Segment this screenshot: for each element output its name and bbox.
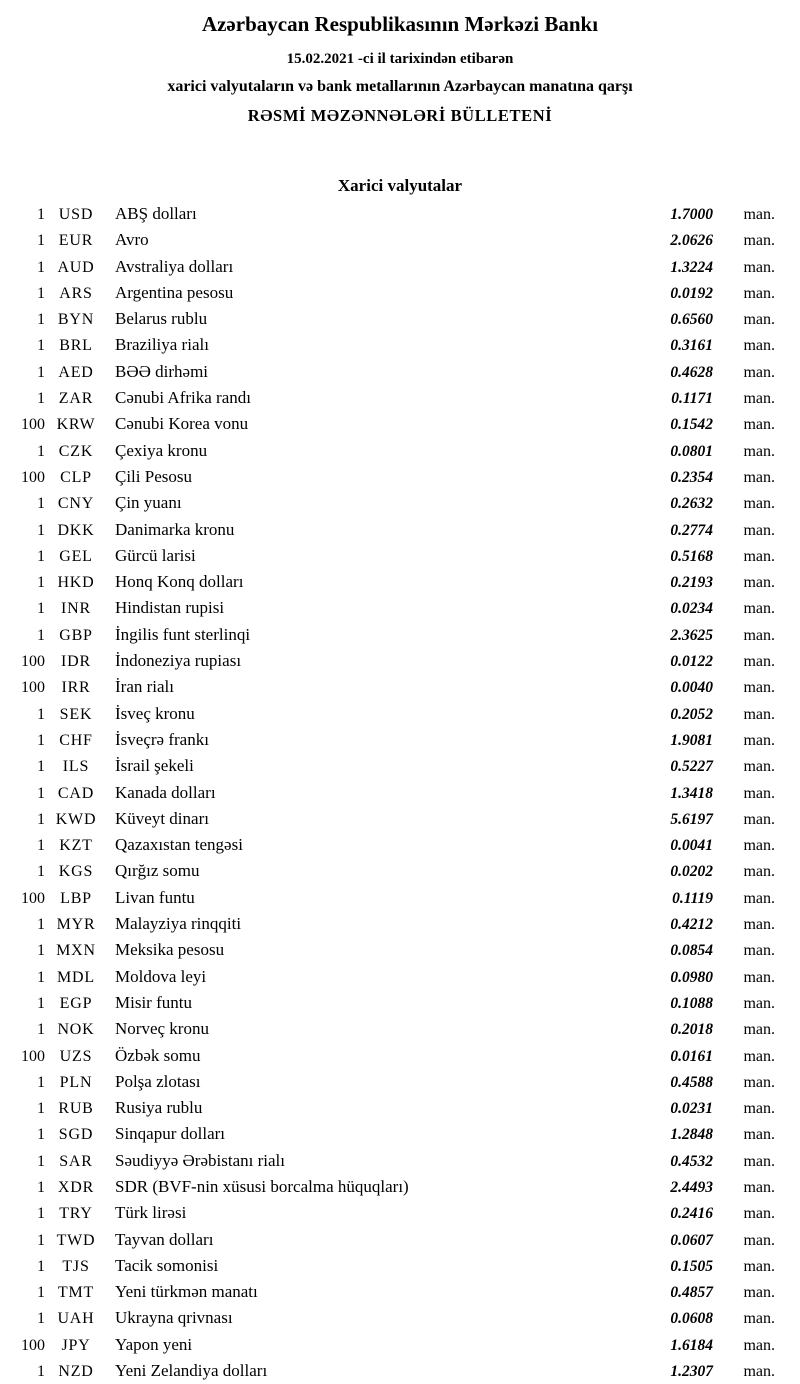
- row-quantity: 100: [21, 1047, 45, 1065]
- unit-label: man.: [743, 1310, 775, 1328]
- rate-row: [0, 490, 800, 516]
- unit-label: man.: [743, 311, 775, 329]
- currency-code: AUD: [57, 258, 95, 276]
- unit-label: man.: [743, 363, 775, 381]
- currency-name: Meksika pesosu: [115, 940, 225, 960]
- rate-row: [0, 359, 800, 385]
- row-quantity: 1: [37, 810, 45, 828]
- row-quantity: 1: [37, 1363, 45, 1381]
- currency-code: CZK: [58, 442, 94, 460]
- currency-code: ARS: [59, 284, 93, 302]
- exchange-rate: 2.4493: [670, 1178, 713, 1196]
- currency-name: Yapon yeni: [115, 1334, 193, 1354]
- currency-code: DKK: [57, 521, 95, 539]
- row-quantity: 1: [37, 495, 45, 513]
- rate-row: [0, 306, 800, 332]
- unit-label: man.: [743, 495, 775, 513]
- row-quantity: 1: [37, 206, 45, 223]
- currency-code: KRW: [56, 416, 96, 434]
- currency-code: ILS: [62, 758, 90, 776]
- scope-line: xarici valyutaların və bank metallarının Azərbaycan manatına qarşı: [167, 78, 633, 95]
- currency-code: CHF: [59, 731, 93, 749]
- unit-label: man.: [743, 337, 775, 355]
- currency-name: SDR (BVF-nin xüsusi borcalma hüquqları): [115, 1176, 409, 1196]
- row-quantity: 100: [21, 889, 45, 907]
- unit-label: man.: [743, 653, 775, 671]
- unit-label: man.: [743, 416, 775, 434]
- exchange-rate: 0.0801: [670, 442, 713, 460]
- rate-row: [0, 1358, 800, 1384]
- currency-code: EUR: [58, 232, 94, 250]
- currency-code: IDR: [61, 653, 91, 671]
- currency-name: Tayvan dolları: [115, 1229, 214, 1249]
- unit-label: man.: [743, 574, 775, 592]
- row-quantity: 1: [37, 363, 45, 381]
- unit-label: man.: [743, 1205, 775, 1223]
- exchange-rate: 0.0122: [670, 653, 713, 671]
- unit-label: man.: [743, 1126, 775, 1144]
- currency-code: INR: [61, 600, 91, 618]
- currency-name: Malayziya rinqqiti: [115, 914, 242, 934]
- rate-row: [0, 543, 800, 569]
- rate-row: [0, 517, 800, 543]
- rate-row: [0, 911, 800, 937]
- currency-code: TWD: [56, 1231, 96, 1249]
- exchange-rate: 1.2307: [670, 1363, 713, 1381]
- rate-row: [0, 1069, 800, 1095]
- currency-name: Türk lirəsi: [115, 1203, 187, 1223]
- unit-label: man.: [743, 232, 775, 250]
- row-quantity: 1: [37, 600, 45, 618]
- unit-label: man.: [743, 837, 775, 855]
- currency-code: KZT: [59, 837, 93, 855]
- row-quantity: 100: [21, 679, 45, 697]
- effective-date-line: 15.02.2021 -ci il tarixindən etibarən: [286, 51, 514, 67]
- exchange-rate: 0.5227: [670, 758, 713, 776]
- exchange-rate: 0.0234: [670, 600, 713, 618]
- rate-row: [0, 674, 800, 700]
- rate-row: [0, 858, 800, 884]
- currency-code: RUB: [58, 1100, 94, 1118]
- row-quantity: 1: [37, 284, 45, 302]
- currency-code: UAH: [57, 1310, 95, 1328]
- currency-code: SAR: [59, 1152, 93, 1170]
- unit-label: man.: [743, 1178, 775, 1196]
- currency-name: Çin yuanı: [115, 493, 182, 513]
- currency-code: XDR: [57, 1178, 95, 1196]
- rate-row: [0, 780, 800, 806]
- rate-row: [0, 201, 800, 227]
- row-quantity: 1: [37, 574, 45, 592]
- currency-name: Braziliya rialı: [115, 335, 209, 355]
- exchange-rate: 0.2354: [670, 468, 713, 486]
- rate-row: [0, 254, 800, 280]
- currency-code: IRR: [61, 679, 91, 697]
- document-title: Azərbaycan Respublikasının Mərkəzi Bankı: [201, 12, 599, 36]
- unit-label: man.: [743, 547, 775, 565]
- unit-label: man.: [743, 1073, 775, 1091]
- rate-row: [0, 701, 800, 727]
- unit-label: man.: [743, 916, 775, 934]
- exchange-rate: 0.2193: [670, 574, 713, 592]
- unit-label: man.: [743, 442, 775, 460]
- currency-name: İndoneziya rupiası: [115, 651, 242, 671]
- currency-code: SEK: [59, 705, 93, 723]
- currency-code: PLN: [59, 1073, 93, 1091]
- currency-code: CNY: [57, 495, 95, 513]
- rate-row: [0, 595, 800, 621]
- row-quantity: 100: [21, 416, 45, 434]
- currency-code: EGP: [59, 994, 93, 1012]
- currency-name: Yeni türkmən manatı: [115, 1282, 258, 1302]
- unit-label: man.: [743, 1231, 775, 1249]
- rates-list: [0, 201, 800, 1384]
- unit-label: man.: [743, 784, 775, 802]
- currency-name: Danimarka kronu: [115, 519, 235, 539]
- currency-name: Misir funtu: [115, 992, 192, 1012]
- rate-row: [0, 385, 800, 411]
- exchange-rate: 1.9081: [670, 731, 713, 749]
- unit-label: man.: [743, 1100, 775, 1118]
- currency-code: KGS: [58, 863, 94, 881]
- row-quantity: 100: [21, 1336, 45, 1354]
- exchange-rate: 0.1171: [671, 390, 713, 408]
- currency-name: Qırğız somu: [115, 861, 200, 881]
- currency-name: Çili Pesosu: [115, 466, 192, 486]
- bulletin-name-line: RƏSMİ MƏZƏNNƏLƏRİ BÜLLETENİ: [247, 106, 553, 125]
- currency-name: İsveçrə frankı: [115, 729, 209, 749]
- row-quantity: 1: [37, 837, 45, 855]
- rate-row: [0, 464, 800, 490]
- currency-name: Avro: [115, 230, 149, 250]
- exchange-rate: 0.5168: [670, 547, 713, 565]
- row-quantity: 1: [37, 1073, 45, 1091]
- unit-label: man.: [743, 1336, 775, 1354]
- unit-label: man.: [743, 1284, 775, 1302]
- row-quantity: 1: [37, 626, 45, 644]
- row-quantity: 1: [37, 1310, 45, 1328]
- rate-row: [0, 227, 800, 253]
- currency-name: Avstraliya dolları: [115, 256, 234, 276]
- unit-label: man.: [743, 468, 775, 486]
- row-quantity: 1: [37, 1021, 45, 1039]
- currency-name: Moldova leyi: [115, 966, 207, 986]
- unit-label: man.: [743, 705, 775, 723]
- currency-code: SGD: [58, 1126, 94, 1144]
- row-quantity: 1: [37, 258, 45, 276]
- row-quantity: 1: [37, 1284, 45, 1302]
- row-quantity: 1: [37, 758, 45, 776]
- rate-row: [0, 648, 800, 674]
- rate-row: [0, 1148, 800, 1174]
- unit-label: man.: [743, 258, 775, 276]
- exchange-rate: 0.0040: [670, 679, 713, 697]
- row-quantity: 1: [37, 1231, 45, 1249]
- currency-code: BRL: [59, 337, 93, 355]
- currency-name: Özbək somu: [115, 1045, 201, 1065]
- row-quantity: 1: [37, 547, 45, 565]
- currency-code: LBP: [60, 889, 92, 907]
- currency-name: BƏƏ dirhəmi: [115, 361, 209, 381]
- currency-code: CAD: [57, 784, 95, 802]
- currency-name: Tacik somonisi: [115, 1255, 219, 1275]
- currency-code: MXN: [56, 942, 96, 960]
- unit-label: man.: [743, 521, 775, 539]
- unit-label: man.: [743, 1363, 775, 1381]
- rate-row: [0, 1121, 800, 1147]
- rate-row: [0, 1095, 800, 1121]
- exchange-rate: 1.6184: [670, 1336, 713, 1354]
- currency-name: İran rialı: [115, 677, 174, 697]
- currency-name: Honq Konq dolları: [115, 572, 244, 592]
- currency-name: Cənubi Afrika randı: [115, 388, 251, 408]
- currency-name: İsrail şekeli: [115, 756, 194, 776]
- exchange-rate: 1.7000: [670, 206, 713, 223]
- exchange-rate: 0.0041: [670, 837, 713, 855]
- exchange-rate: 0.0161: [670, 1047, 713, 1065]
- currency-code: ZAR: [58, 390, 94, 408]
- rate-row: [0, 727, 800, 753]
- currency-code: NZD: [58, 1363, 94, 1381]
- unit-label: man.: [743, 284, 775, 302]
- exchange-rate: 0.2052: [670, 705, 713, 723]
- unit-label: man.: [743, 942, 775, 960]
- unit-label: man.: [743, 626, 775, 644]
- row-quantity: 1: [37, 968, 45, 986]
- exchange-rate: 0.2632: [670, 495, 713, 513]
- currency-name: Ukrayna qrivnası: [115, 1308, 233, 1328]
- currency-name: Kanada dolları: [115, 782, 216, 802]
- currency-code: GEL: [59, 547, 93, 565]
- currency-name: Cənubi Korea vonu: [115, 414, 249, 434]
- currency-code: NOK: [57, 1021, 95, 1039]
- row-quantity: 1: [37, 337, 45, 355]
- row-quantity: 1: [37, 442, 45, 460]
- currency-name: Küveyt dinarı: [115, 808, 209, 828]
- unit-label: man.: [743, 810, 775, 828]
- row-quantity: 100: [21, 468, 45, 486]
- rate-row: [0, 832, 800, 858]
- row-quantity: 1: [37, 731, 45, 749]
- currency-name: Yeni Zelandiya dolları: [115, 1361, 268, 1381]
- unit-label: man.: [743, 968, 775, 986]
- currency-name: Gürcü larisi: [115, 545, 196, 565]
- rate-row: [0, 1227, 800, 1253]
- currency-name: Polşa zlotası: [115, 1071, 201, 1091]
- exchange-rate: 5.6197: [670, 810, 713, 828]
- exchange-rate: 0.0854: [670, 942, 713, 960]
- row-quantity: 1: [37, 311, 45, 329]
- rate-row: [0, 280, 800, 306]
- unit-label: man.: [743, 1257, 775, 1275]
- rate-row: [0, 569, 800, 595]
- unit-label: man.: [743, 889, 775, 907]
- row-quantity: 1: [37, 1178, 45, 1196]
- exchange-rate: 0.3161: [670, 337, 713, 355]
- exchange-rate: 0.2018: [670, 1021, 713, 1039]
- exchange-rate: 0.2774: [670, 521, 713, 539]
- currency-code: UZS: [59, 1047, 93, 1065]
- currency-name: Çexiya kronu: [115, 440, 208, 460]
- row-quantity: 1: [37, 232, 45, 250]
- exchange-rate: 1.3224: [670, 258, 713, 276]
- currency-code: HKD: [57, 574, 95, 592]
- row-quantity: 1: [37, 1100, 45, 1118]
- currency-code: BYN: [57, 311, 95, 329]
- currency-name: Argentina pesosu: [115, 282, 234, 302]
- row-quantity: 1: [37, 1257, 45, 1275]
- currency-code: TMT: [57, 1284, 95, 1302]
- row-quantity: 1: [37, 1126, 45, 1144]
- unit-label: man.: [743, 863, 775, 881]
- exchange-rate: 0.1119: [672, 889, 713, 907]
- rate-row: [0, 622, 800, 648]
- currency-name: Hindistan rupisi: [115, 598, 225, 618]
- exchange-rate: 0.4588: [670, 1073, 713, 1091]
- unit-label: man.: [743, 758, 775, 776]
- currency-name: Qazaxıstan tengəsi: [115, 835, 243, 855]
- rate-row: [0, 1016, 800, 1042]
- currency-name: Səudiyyə Ərəbistanı rialı: [115, 1150, 285, 1170]
- row-quantity: 1: [37, 1152, 45, 1170]
- row-quantity: 1: [37, 863, 45, 881]
- rate-row: [0, 332, 800, 358]
- currency-code: KWD: [55, 810, 97, 828]
- currency-code: AED: [58, 363, 94, 381]
- row-quantity: 1: [37, 1205, 45, 1223]
- document-header: [0, 0, 800, 126]
- currency-name: ABŞ dolları: [115, 204, 197, 223]
- currency-name: Livan funtu: [115, 887, 195, 907]
- row-quantity: 1: [37, 390, 45, 408]
- rate-row: [0, 806, 800, 832]
- rate-row: [0, 885, 800, 911]
- exchange-rate: 0.4532: [670, 1152, 713, 1170]
- unit-label: man.: [743, 600, 775, 618]
- exchange-rate: 2.0626: [670, 232, 713, 250]
- row-quantity: 1: [37, 521, 45, 539]
- row-quantity: 1: [37, 705, 45, 723]
- exchange-rate: 1.2848: [670, 1126, 713, 1144]
- exchange-rate: 0.0608: [670, 1310, 713, 1328]
- currency-name: Sinqapur dolları: [115, 1124, 226, 1144]
- unit-label: man.: [743, 1021, 775, 1039]
- exchange-rate: 0.1505: [670, 1257, 713, 1275]
- exchange-rate: 1.3418: [670, 784, 713, 802]
- currency-name: Norveç kronu: [115, 1019, 209, 1039]
- rate-row: [0, 753, 800, 779]
- exchange-rate: 0.2416: [670, 1205, 713, 1223]
- currency-code: MYR: [56, 916, 96, 934]
- exchange-rate: 0.0607: [670, 1231, 713, 1249]
- exchange-rate: 0.0202: [670, 863, 713, 881]
- exchange-rate: 0.4857: [670, 1284, 713, 1302]
- currency-code: JPY: [61, 1336, 91, 1354]
- exchange-rate: 0.1542: [670, 416, 713, 434]
- row-quantity: 100: [21, 653, 45, 671]
- rate-row: [0, 1043, 800, 1069]
- rate-row: [0, 438, 800, 464]
- rate-row: [0, 1174, 800, 1200]
- rate-row: [0, 411, 800, 437]
- section-title-foreign-currencies: Xarici valyutalar: [337, 176, 463, 195]
- exchange-rate: 0.0980: [670, 968, 713, 986]
- unit-label: man.: [743, 1152, 775, 1170]
- rate-row: [0, 964, 800, 990]
- currency-name: Belarus rublu: [115, 309, 208, 329]
- exchange-rate: 0.0192: [670, 284, 713, 302]
- unit-label: man.: [743, 731, 775, 749]
- currency-code: CLP: [60, 468, 92, 486]
- exchange-rate: 0.0231: [670, 1100, 713, 1118]
- row-quantity: 1: [37, 916, 45, 934]
- currency-name: İsveç kronu: [115, 703, 195, 723]
- unit-label: man.: [743, 679, 775, 697]
- rate-row: [0, 1279, 800, 1305]
- exchange-rate: 0.1088: [670, 994, 713, 1012]
- exchange-rate: 0.4628: [670, 363, 713, 381]
- currency-name: İngilis funt sterlinqi: [115, 624, 251, 644]
- rate-row: [0, 1305, 800, 1331]
- rate-row: [0, 1253, 800, 1279]
- rate-row: [0, 937, 800, 963]
- row-quantity: 1: [37, 784, 45, 802]
- currency-code: MDL: [57, 968, 95, 986]
- unit-label: man.: [743, 206, 775, 223]
- rate-row: [0, 1200, 800, 1226]
- row-quantity: 1: [37, 942, 45, 960]
- rate-row: [0, 990, 800, 1016]
- currency-code: TRY: [59, 1205, 93, 1223]
- unit-label: man.: [743, 390, 775, 408]
- unit-label: man.: [743, 994, 775, 1012]
- row-quantity: 1: [37, 994, 45, 1012]
- currency-name: Rusiya rublu: [115, 1098, 203, 1118]
- currency-code: GBP: [59, 626, 93, 644]
- unit-label: man.: [743, 1047, 775, 1065]
- exchange-rate: 2.3625: [670, 626, 713, 644]
- currency-code: TJS: [62, 1257, 90, 1275]
- currency-code: USD: [58, 206, 94, 223]
- exchange-rate: 0.6560: [670, 311, 713, 329]
- rate-row: [0, 1332, 800, 1358]
- exchange-rate: 0.4212: [670, 916, 713, 934]
